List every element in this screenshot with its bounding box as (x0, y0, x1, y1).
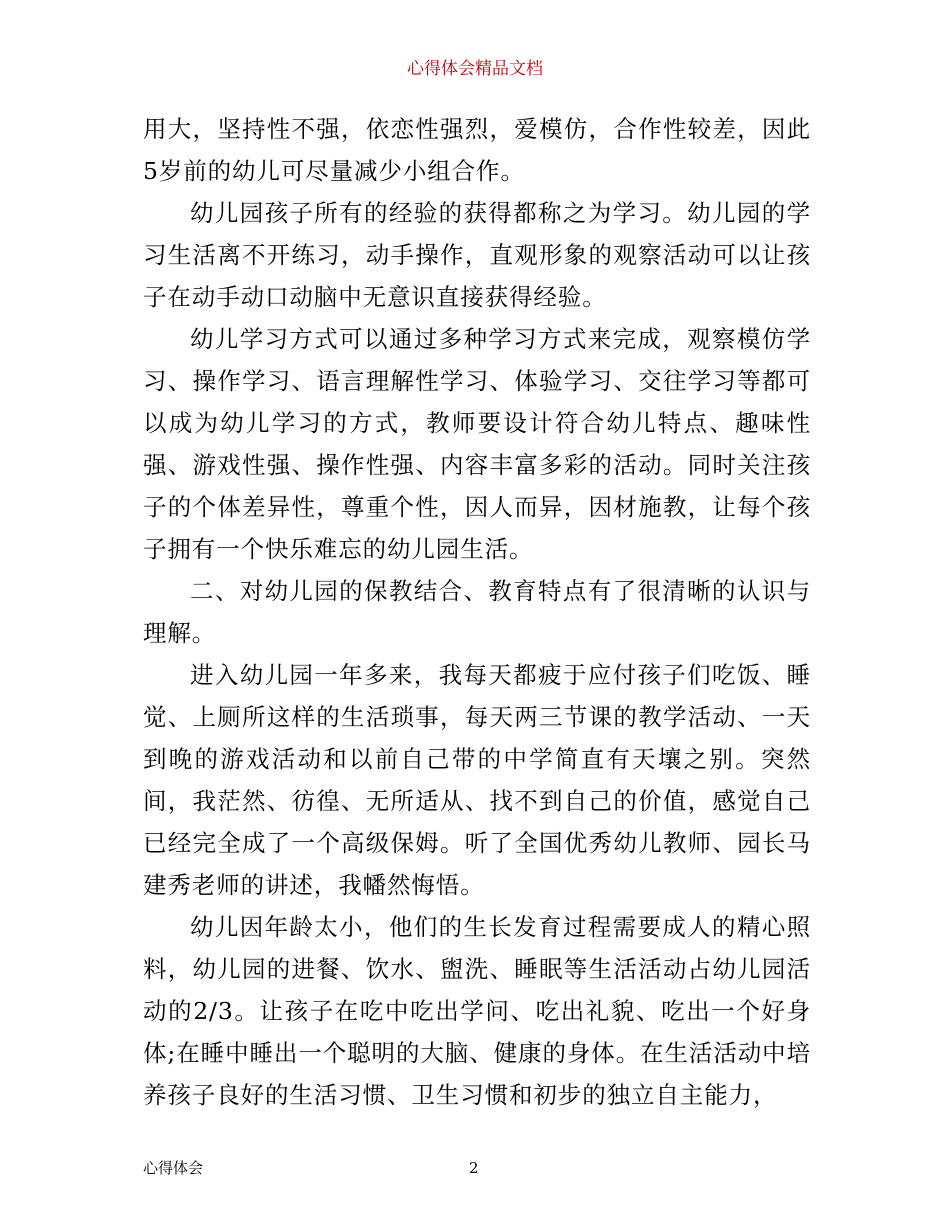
page-footer (0, 1157, 950, 1179)
paragraph-1: 用大，坚持性不强，依恋性强烈，爱模仿，合作性较差，因此5岁前的幼儿可尽量减少小组合作。 (143, 115, 811, 185)
section-heading-2: 二、对幼儿园的保教结合、教育特点有了很清晰的认识与理解。 (143, 577, 811, 647)
paragraph-3: 幼儿学习方式可以通过多种学习方式来完成，观察模仿学习、操作学习、语言理解性学习、体验学习、交往学习等都可以成为幼儿学习的方式，教师要设计符合幼儿特点、趣味性强、游戏性强、操作性强、内容丰富多彩的活动。同时关注孩子的个体差异性，尊重个性，因人而异，因材施教，让每个孩子拥有一个快乐难忘的幼儿园生活。 (143, 325, 811, 563)
page-number: 2 (469, 1159, 479, 1177)
paragraph-2: 幼儿园孩子所有的经验的获得都称之为学习。幼儿园的学习生活离不开练习，动手操作，直观形象的观察活动可以让孩子在动手动口动脑中无意识直接获得经验。 (143, 199, 811, 311)
paragraph-4: 进入幼儿园一年多来，我每天都疲于应付孩子们吃饭、睡觉、上厕所这样的生活琐事，每天两三节课的教学活动、一天到晚的游戏活动和以前自己带的中学简直有天壤之别。突然间，我茫然、彷徨、无所适从、找不到自己的价值，感觉自己已经完全成了一个高级保姆。听了全国优秀幼儿教师、园长马建秀老师的讲述，我幡然悔悟。 (143, 661, 811, 899)
document-body (143, 108, 811, 1116)
footer-label: 心得体会 (143, 1159, 204, 1177)
paragraph-5: 幼儿因年龄太小，他们的生长发育过程需要成人的精心照料，幼儿园的进餐、饮水、盥洗、睡眠等生活活动占幼儿园活动的2/3。让孩子在吃中吃出学问、吃出礼貌、吃出一个好身体;在睡中睡出一个聪明的大脑、健康的身体。在生活活动中培养孩子良好的生活习惯、卫生习惯和初步的独立自主能力， (143, 913, 811, 1109)
page-header: 心得体会精品文档 (407, 59, 543, 79)
